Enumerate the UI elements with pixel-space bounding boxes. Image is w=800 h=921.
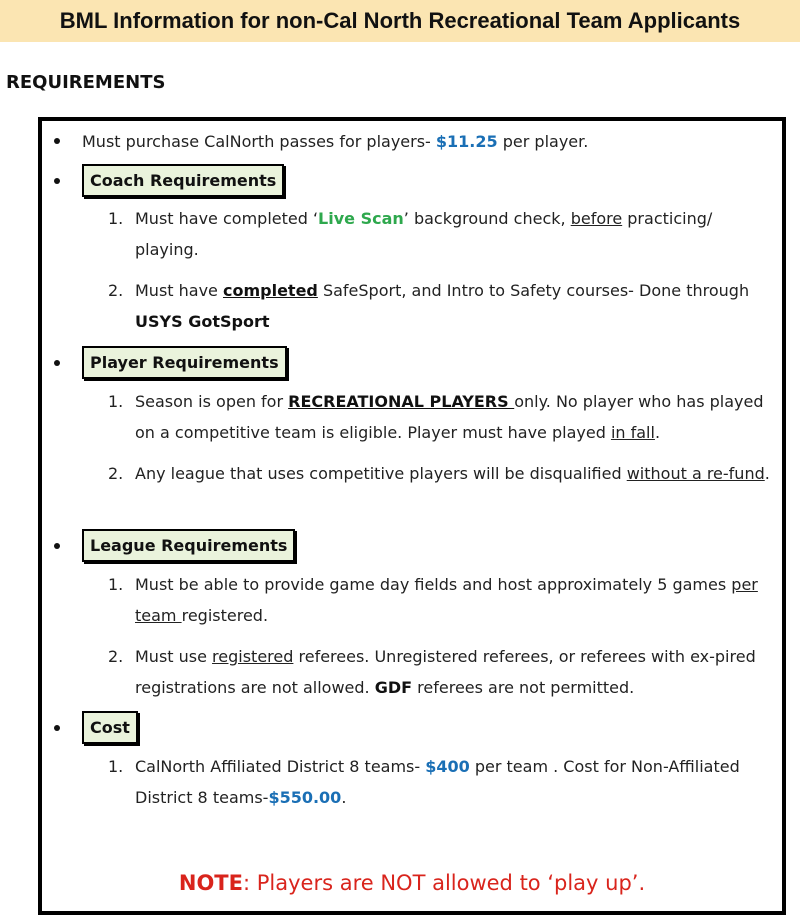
coach-requirements-label: Coach Requirements bbox=[82, 164, 284, 197]
player-bullet bbox=[54, 346, 287, 379]
live-scan-text: Live Scan bbox=[318, 209, 404, 228]
section-heading: REQUIREMENTS bbox=[6, 72, 166, 93]
bullet-icon bbox=[54, 543, 60, 549]
coach-item-1: 1. Must have completed ‘Live Scan’ background check, before practicing/ playing. bbox=[108, 209, 713, 259]
cost-label: Cost bbox=[82, 711, 138, 744]
note-label: NOTE bbox=[178, 871, 243, 895]
passes-price: $11.25 bbox=[435, 131, 498, 151]
league-bullet bbox=[54, 529, 295, 562]
cost-bullet bbox=[54, 711, 138, 744]
page-title-bar bbox=[0, 0, 800, 42]
league-item-1: 1. Must be able to provide game day fields and host approximately 5 games per team registered. bbox=[108, 575, 758, 625]
coach-bullet bbox=[54, 164, 284, 197]
coach-item-2: 2. Must have completed SafeSport, and Intro to Safety courses- Done through USYS GotSport bbox=[108, 281, 750, 331]
player-item-2: 2. Any league that uses competitive players will be disqualified without a re-fund. bbox=[108, 464, 770, 483]
note-text: NOTE: Players are NOT allowed to ‘play up’. bbox=[178, 871, 646, 895]
bullet-icon bbox=[54, 360, 60, 366]
bullet-icon bbox=[54, 138, 60, 144]
passes-text: Must purchase CalNorth passes for players- $11.25 per player. bbox=[82, 131, 589, 151]
bullet-icon bbox=[54, 178, 60, 184]
cost-price-affiliated: $400 bbox=[425, 757, 470, 776]
league-requirements-label: League Requirements bbox=[82, 529, 295, 562]
passes-bullet bbox=[54, 127, 588, 155]
cost-price-non-affiliated: $550.00 bbox=[268, 788, 342, 807]
league-item-2: 2. Must use registered referees. Unregistered referees, or referees with ex-pired registrations are not allowed. GDF referees are not permitted. bbox=[108, 647, 756, 697]
requirements-box bbox=[38, 117, 786, 915]
page-title: BML Information for non-Cal North Recreational Team Applicants bbox=[59, 8, 741, 33]
player-requirements-label: Player Requirements bbox=[82, 346, 287, 379]
bullet-icon bbox=[54, 725, 60, 731]
player-item-1: 1. Season is open for RECREATIONAL PLAYERS only. No player who has played on a competitive team is eligible. Player must have played in fall. bbox=[108, 392, 764, 442]
cost-item-1: 1. CalNorth Affiliated District 8 teams- $400 per team . Cost for Non-Affiliated District 8 teams-$550.00. bbox=[108, 757, 740, 807]
